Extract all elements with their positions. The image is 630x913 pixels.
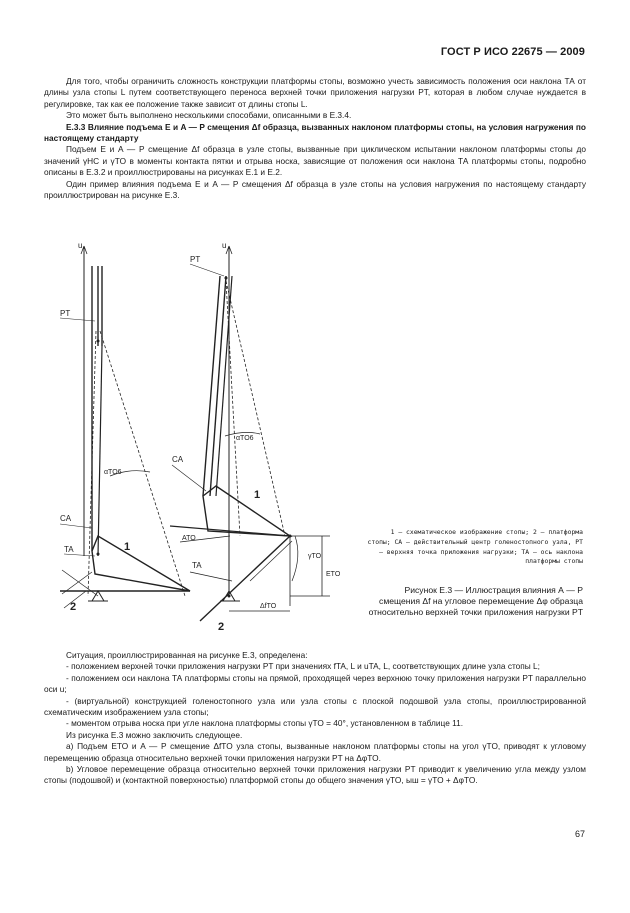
label-two-left: 2 [70, 601, 77, 613]
label-two-right: 2 [218, 621, 225, 633]
conclusion-paragraph-4: - (виртуальной) конструкцией голеностопного узла или узла стопы с плоской подошвой узла стопы, проиллюстрированной схематическим изображением узла стопы; [44, 695, 586, 718]
page-number: 67 [574, 829, 585, 839]
figure-legend: 1 — схематическое изображение стопы; 2 — платформа стопы; CA — действительный центр голеностопного узла, PT — верхняя точка приложения нагрузки; ТА — ось наклона платформы стопы [367, 528, 583, 566]
figure-caption: Рисунок Е.3 — Иллюстрация влияния А — Р смещения Δf на угловое перемещение Δφ образца относительно верхней точки приложения нагрузки PT [368, 585, 583, 617]
label-ca-left: CA [60, 514, 72, 523]
conclusions-text [44, 650, 586, 787]
conclusion-paragraph-1: Ситуация, проиллюстрированная на рисунке Е.3, определена: [66, 650, 308, 660]
section-paragraph-2: Один пример влияния подъема E и A — P смещения Δf образца в узле стопы на условия нагружения по настоящему стандарту проиллюстрирован на рисунке Е.3. [44, 178, 586, 201]
conclusion-paragraph-2: - положением верхней точки приложения нагрузки PT при значениях fTA, L и uTA, L, соответствующих длине узла стопы L; [66, 661, 540, 672]
intro-paragraph-1: Для того, чтобы ограничить сложность конструкции платформы стопы, возможно учесть зависимость положения оси наклона ТА от длины узла стопы L путем соответствующего переноса верхней точки приложения нагрузки PT, которая в любом случае нуждается в регулировке, так как ее положение также зависит от длины стопы L. [44, 76, 586, 109]
section-heading: Е.3.3 Влияние подъема E и A — P смещения Δf образца, вызванных наклоном платформы стопы, на условия нагружения по настоящему стандарту [44, 121, 586, 144]
left-scene [60, 246, 190, 608]
label-a-to: ATO [182, 535, 196, 542]
intro-text [44, 76, 586, 201]
label-ca-right: CA [172, 455, 184, 464]
conclusion-paragraph-8: b) Угловое перемещение образца относительно верхней точки приложения нагрузки PT приводит к увеличению угла между узлом стопы (подошвой) и (контактной поверхностью) платформой стопы до общего значения γTO, ыш = γTO + ΔφTO. [44, 764, 586, 786]
label-pt-right: PT [190, 255, 201, 264]
label-pt-left: PT [60, 309, 71, 318]
label-delta-f: ΔfTO [260, 603, 277, 610]
label-ta-left: TA [64, 545, 74, 554]
conclusion-paragraph-5: - моментом отрыва носка при угле наклона платформы стопы γTO = 40°, установленном в таблице 11. [66, 718, 464, 729]
label-u-right: u [222, 241, 227, 250]
conclusion-paragraph-6: Из рисунка Е.3 можно заключить следующее. [66, 729, 243, 740]
label-alpha-left: αTO6 [104, 469, 122, 476]
figure-e3 [40, 236, 370, 636]
label-one-left: 1 [124, 541, 131, 553]
section-paragraph-1: Подъем E и A — P смещение Δf образца в узле стопы, вызванные при циклическом испытании наклоном платформы стопы до значений γHC и γTO в моменты контакта пятки и отрыва носка, зависящие от положения оси наклона ТА платформы стопы, подробно описаны в Е.3.2 и проиллюстрированы на рисунках Е.1 и Е.2. [44, 144, 586, 178]
label-gamma-to: γTO [308, 553, 322, 560]
label-alpha-right: αTO6 [236, 435, 254, 442]
page-header: ГОСТ Р ИСО 22675 — 2009 [440, 46, 585, 58]
conclusion-paragraph-7: а) Подъем ETO и A — P смещение ΔfTO узла стопы, вызванные наклоном платформы стопы на угол γTO, приводят к угловому перемещению образца относительно верхней точки приложения нагрузки PT на ΔφTO. [44, 741, 586, 763]
label-ta-right: TA [192, 561, 202, 570]
label-e-to: ETO [326, 571, 341, 578]
conclusion-paragraph-3: - положением оси наклона ТА платформы стопы на прямой, проходящей через верхнюю точку приложения нагрузки PT параллельно оси u; [44, 672, 586, 695]
left-labels [60, 241, 130, 613]
intro-paragraph-2: Это может быть выполнено несколькими способами, описанными в Е.3.4. [66, 110, 352, 121]
label-u-left: u [78, 241, 83, 250]
label-one-right: 1 [254, 489, 261, 501]
right-labels [172, 241, 341, 633]
